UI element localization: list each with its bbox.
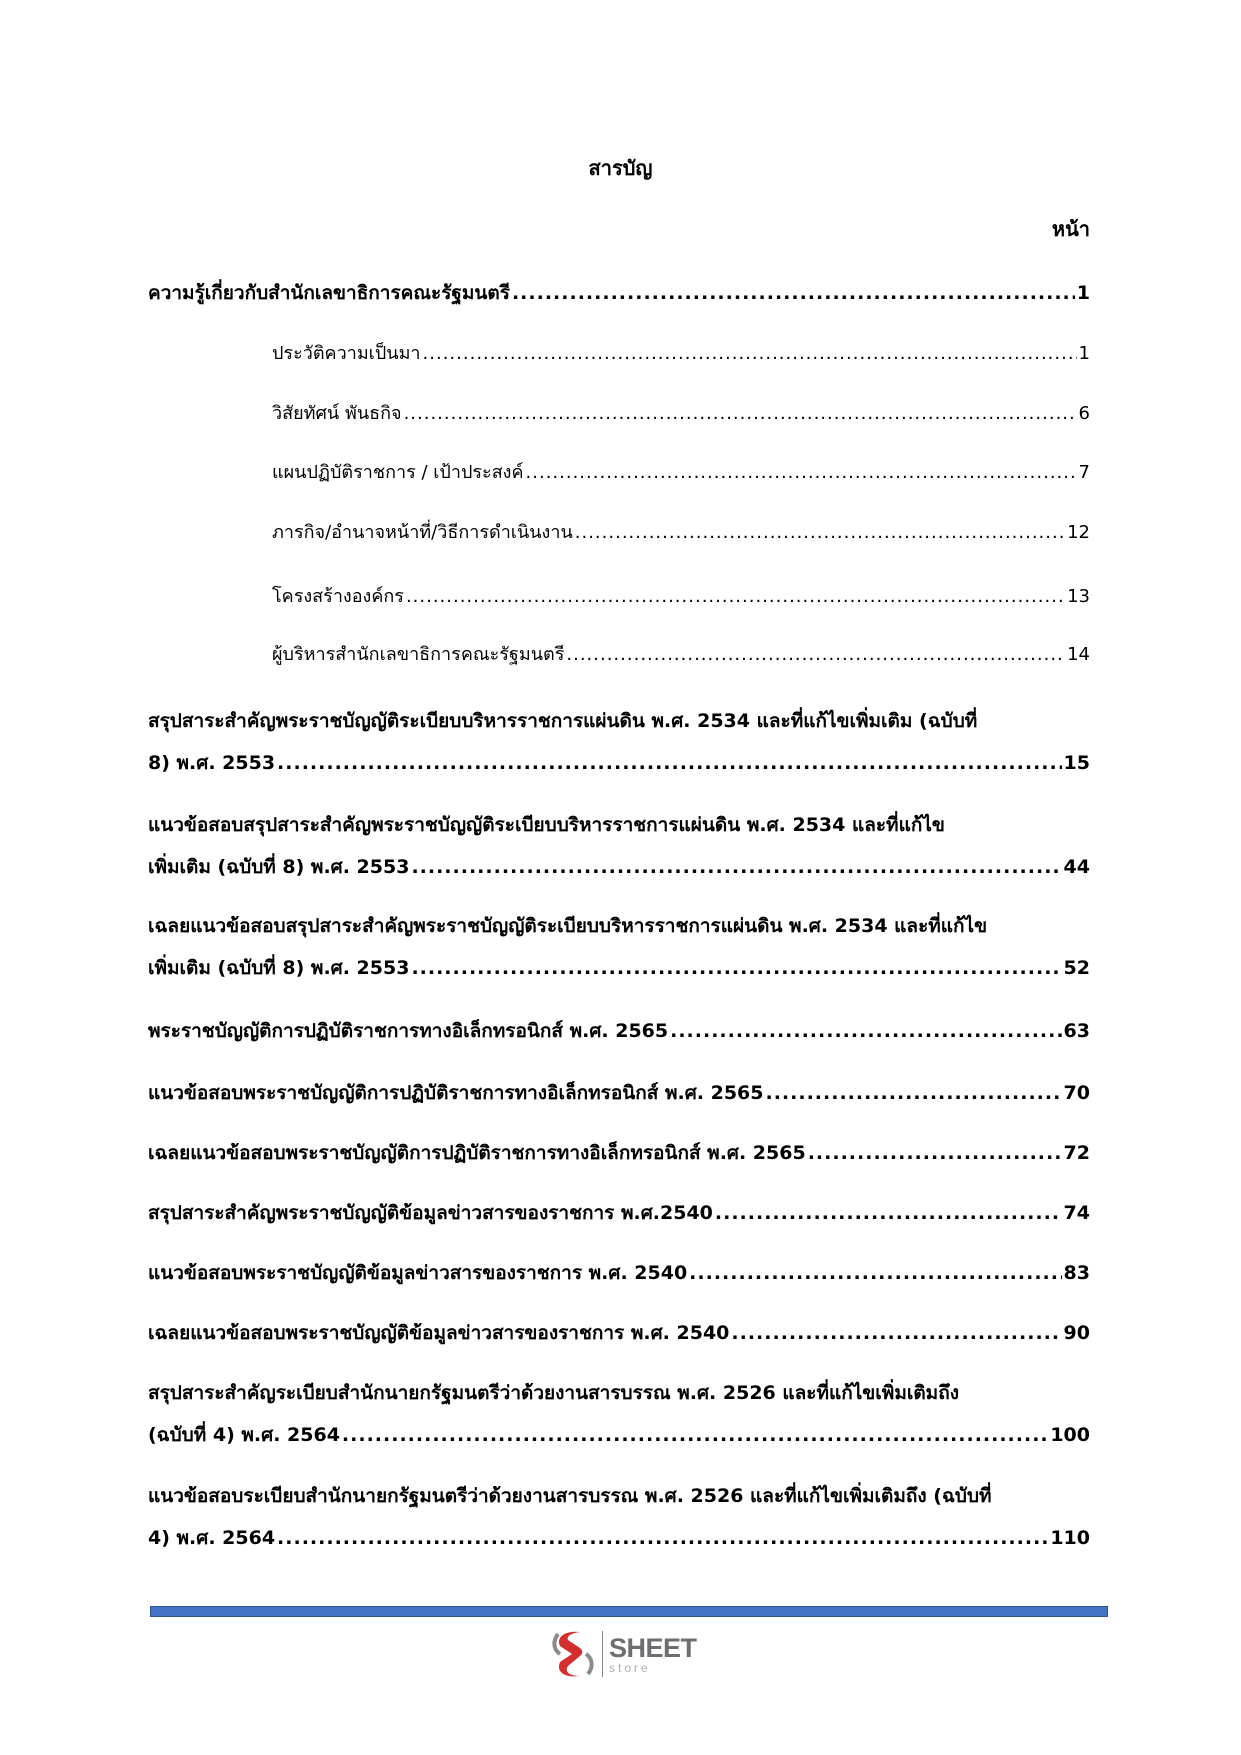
toc-page-number: 74 [1063,1202,1090,1224]
dot-leader [808,1132,1062,1174]
toc-subentry[interactable] [272,576,1090,618]
dot-leader [566,634,1065,676]
dot-leader [575,512,1065,554]
dot-leader [670,1010,1061,1052]
toc-page-number: 1 [1078,343,1090,364]
dot-leader [423,333,1077,375]
dot-leader [689,1252,1061,1294]
toc-subentry[interactable] [272,512,1090,554]
toc-page-number: 63 [1063,1020,1090,1042]
toc-page-number: 83 [1063,1262,1090,1284]
toc-entry[interactable] [148,1072,1090,1114]
toc-subentry[interactable] [272,634,1090,676]
toc-entry-text: เฉลยแนวข้อสอบพระราชบัญญัติการปฏิบัติราชการทางอิเล็กทรอนิกส์ พ.ศ. 2565 [148,1142,806,1164]
logo-word: SHEET [609,1632,697,1663]
toc-entry-text: แนวข้อสอบพระราชบัญญัติข้อมูลข่าวสารของราชการ พ.ศ. 2540 [148,1262,688,1284]
toc-subentry[interactable] [272,333,1090,375]
toc-entry[interactable] [148,1132,1090,1174]
toc-page-number: 100 [1050,1424,1090,1446]
toc-entry[interactable] [148,1312,1090,1354]
toc-entry-text: ความรู้เกี่ยวกับสำนักเลขาธิการคณะรัฐมนตรี [148,282,510,304]
toc-entry-text: 8) พ.ศ. 2553 [148,752,276,774]
dot-leader [765,1072,1061,1114]
toc-entry-text: เฉลยแนวข้อสอบพระราชบัญญัติข้อมูลข่าวสารของราชการ พ.ศ. 2540 [148,1322,730,1344]
toc-page-number: 70 [1063,1082,1090,1104]
page-column-label: หน้า [1051,217,1090,241]
toc-entry-line: แนวข้อสอบระเบียบสำนักนายกรัฐมนตรีว่าด้วยงานสารบรรณ พ.ศ. 2526 และที่แก้ไขเพิ่มเติมถึง (ฉบับที่ [148,1485,992,1507]
toc-page-number: 44 [1063,856,1090,878]
toc-page-number: 52 [1063,957,1090,979]
toc-page-number: 7 [1078,462,1090,483]
toc-page-number: 90 [1063,1322,1090,1344]
toc-entry-line: แนวข้อสอบสรุปสาระสำคัญพระราชบัญญัติระเบียบบริหารราชการแผ่นดิน พ.ศ. 2534 และที่แก้ไข [148,814,945,836]
toc-entry[interactable] [148,1372,1090,1456]
sheet-store-s-logo-icon [550,1628,596,1680]
toc-entry[interactable] [148,804,1090,888]
toc-page-number: 1 [1076,282,1090,304]
toc-subentry[interactable] [272,393,1090,435]
dot-leader [526,452,1077,494]
toc-entry-text: แนวข้อสอบพระราชบัญญัติการปฏิบัติราชการทางอิเล็กทรอนิกส์ พ.ศ. 2565 [148,1082,764,1104]
toc-entry-text: สรุปสาระสำคัญพระราชบัญญัติข้อมูลข่าวสารของราชการ พ.ศ.2540 [148,1202,713,1224]
toc-entry-text: เพิ่มเติม (ฉบับที่ 8) พ.ศ. 2553 [148,856,410,878]
dot-leader [277,742,1062,784]
dot-leader [406,576,1065,618]
logo-separator [602,1631,603,1677]
dot-leader [404,393,1077,435]
toc-page-number: 15 [1063,752,1090,774]
dot-leader [512,272,1075,314]
toc-page-number: 110 [1050,1527,1090,1549]
toc-page-number: 13 [1067,586,1090,607]
toc-entry-line: เฉลยแนวข้อสอบสรุปสาระสำคัญพระราชบัญญัติระเบียบบริหารราชการแผ่นดิน พ.ศ. 2534 และที่แก้ไข [148,915,988,937]
toc-page-number: 6 [1078,403,1090,424]
toc-entry-text: ผู้บริหารสำนักเลขาธิการคณะรัฐมนตรี [272,644,565,665]
toc-entry-text: แผนปฏิบัติราชการ / เป้าประสงค์ [272,462,524,483]
dot-leader [411,947,1061,989]
toc-entry[interactable] [148,1252,1090,1294]
toc-entry-text: (ฉบับที่ 4) พ.ศ. 2564 [148,1424,340,1446]
sheet-store-logo [550,1626,730,1682]
toc-entry-line: สรุปสาระสำคัญพระราชบัญญัติระเบียบบริหารราชการแผ่นดิน พ.ศ. 2534 และที่แก้ไขเพิ่มเติม (ฉบับที่ [148,710,978,732]
toc-entry[interactable] [148,700,1090,784]
toc-entry[interactable] [148,1192,1090,1234]
toc-entry-text: 4) พ.ศ. 2564 [148,1527,276,1549]
logo-subword: store [609,1660,651,1675]
toc-title: สารบัญ [588,156,653,180]
toc-entry[interactable] [148,905,1090,989]
toc-subentry[interactable] [272,452,1090,494]
toc-entry-text: ประวัติความเป็นมา [272,343,421,364]
toc-entry-text: โครงสร้างองค์กร [272,586,404,607]
toc-entry[interactable] [148,272,1090,314]
dot-leader [731,1312,1061,1354]
toc-entry-text: พระราชบัญญัติการปฏิบัติราชการทางอิเล็กทรอนิกส์ พ.ศ. 2565 [148,1020,669,1042]
toc-page-number: 72 [1063,1142,1090,1164]
toc-entry-line: สรุปสาระสำคัญระเบียบสำนักนายกรัฐมนตรีว่าด้วยงานสารบรรณ พ.ศ. 2526 และที่แก้ไขเพิ่มเติมถึง [148,1382,959,1404]
toc-entry-text: ภารกิจ/อำนาจหน้าที่/วิธีการดำเนินงาน [272,522,573,543]
toc-entry-text: วิสัยทัศน์ พันธกิจ [272,403,402,424]
dot-leader [411,846,1061,888]
dot-leader [715,1192,1062,1234]
toc-page-number: 14 [1067,644,1090,665]
dot-leader [277,1517,1048,1559]
toc-entry[interactable] [148,1010,1090,1052]
toc-entry-text: เพิ่มเติม (ฉบับที่ 8) พ.ศ. 2553 [148,957,410,979]
footer-divider [150,1606,1108,1617]
toc-entry[interactable] [148,1475,1090,1559]
dot-leader [342,1414,1048,1456]
toc-page-number: 12 [1067,522,1090,543]
